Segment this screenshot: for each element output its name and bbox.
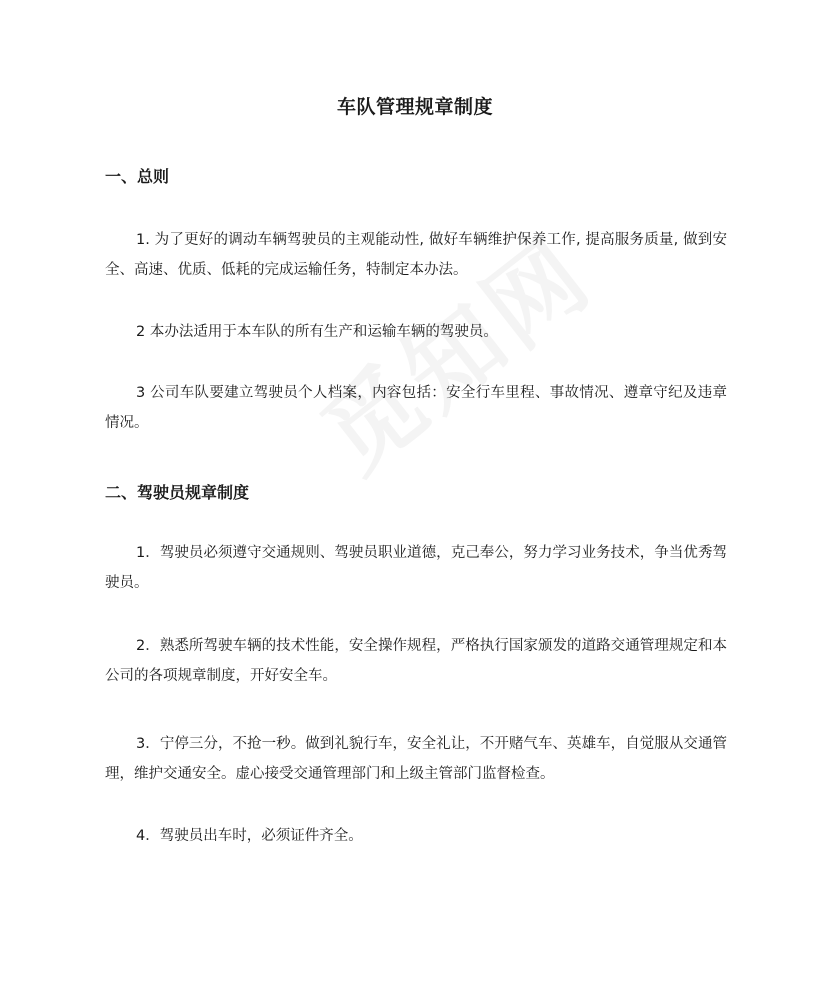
general-paragraph-1: 1. 为了更好的调动车辆驾驶员的主观能动性, 做好车辆维护保养工作, 提高服务质量, 做到安全、高速、优质、低耗的完成运输任务，特制定本办法。 bbox=[105, 232, 727, 278]
driver-rule-paragraph-4: 4．驾驶员出车时，必须证件齐全。 bbox=[136, 828, 363, 844]
section-heading-general: 一、总则 bbox=[105, 167, 170, 186]
driver-rule-paragraph-2: 2．熟悉所驾驶车辆的技术性能，安全操作规程，严格执行国家颁发的道路交通管理规定和本公司的各项规章制度，开好安全车。 bbox=[105, 638, 727, 684]
general-paragraph-2: 2 本办法适用于本车队的所有生产和运输车辆的驾驶员。 bbox=[136, 324, 498, 340]
section-heading-driver-rules: 二、驾驶员规章制度 bbox=[105, 483, 250, 502]
driver-rule-paragraph-3: 3．宁停三分，不抢一秒。做到礼貌行车，安全礼让，不开赌气车、英雄车，自觉服从交通管理，维护交通安全。虚心接受交通管理部门和上级主管部门监督检查。 bbox=[105, 736, 727, 782]
document-title: 车队管理规章制度 bbox=[336, 96, 493, 118]
general-paragraph-3: 3 公司车队要建立驾驶员个人档案，内容包括：安全行车里程、事故情况、遵章守纪及违章情况。 bbox=[105, 385, 727, 431]
driver-rule-paragraph-1: 1．驾驶员必须遵守交通规则、驾驶员职业道德，克己奉公，努力学习业务技术，争当优秀驾驶员。 bbox=[105, 545, 727, 591]
